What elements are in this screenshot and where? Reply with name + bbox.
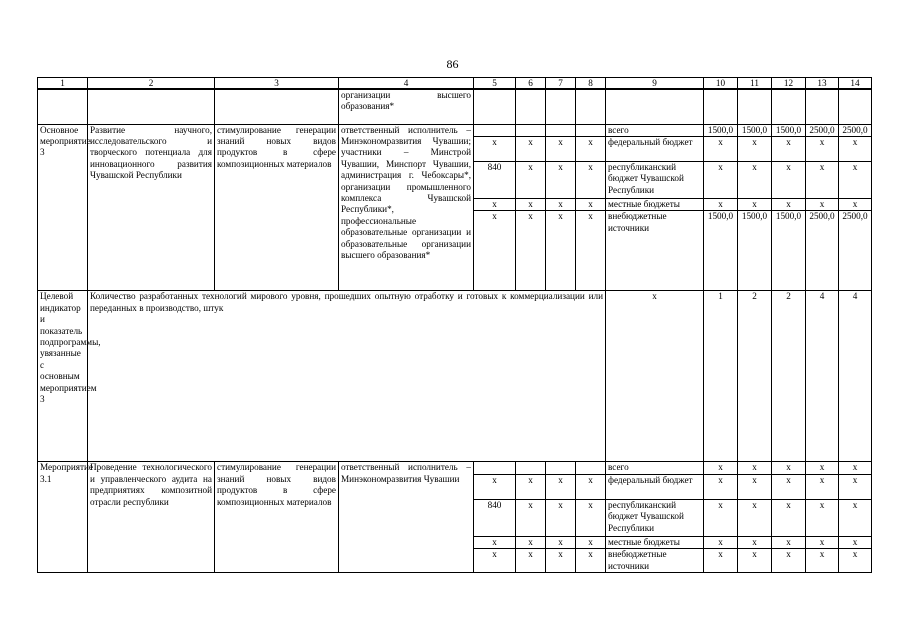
empty-cell bbox=[88, 89, 215, 124]
funding-value: 1500,0 bbox=[738, 211, 772, 291]
code-cell: x bbox=[516, 136, 546, 161]
indicator-value: 1 bbox=[704, 291, 738, 462]
code-cell bbox=[576, 124, 606, 136]
funding-value: x bbox=[806, 462, 839, 474]
funding-value: x bbox=[704, 549, 738, 573]
funding-value: x bbox=[738, 499, 772, 536]
header-cell: 8 bbox=[576, 78, 606, 90]
funding-value: x bbox=[704, 499, 738, 536]
funding-value: x bbox=[704, 462, 738, 474]
table-row bbox=[38, 462, 872, 474]
empty-cell bbox=[546, 89, 576, 124]
funding-value: x bbox=[839, 499, 872, 536]
funding-value: x bbox=[704, 136, 738, 161]
code-cell: x bbox=[576, 211, 606, 291]
code-cell bbox=[576, 462, 606, 474]
funding-value: x bbox=[806, 198, 839, 210]
funding-value: 1500,0 bbox=[738, 124, 772, 136]
funding-source: местные бюджеты bbox=[606, 536, 704, 548]
funding-value: x bbox=[839, 536, 872, 548]
indicator-value: 2 bbox=[772, 291, 806, 462]
code-cell: x bbox=[516, 499, 546, 536]
funding-source: всего bbox=[606, 462, 704, 474]
empty-cell bbox=[738, 89, 772, 124]
measure-title: Мероприятие 3.1 bbox=[38, 462, 88, 573]
code-cell: x bbox=[516, 536, 546, 548]
funding-value: x bbox=[806, 474, 839, 499]
empty-cell bbox=[704, 89, 738, 124]
funding-value: x bbox=[704, 474, 738, 499]
code-cell: x bbox=[576, 136, 606, 161]
funding-value: 1500,0 bbox=[772, 124, 806, 136]
funding-value: x bbox=[704, 198, 738, 210]
code-cell: x bbox=[474, 211, 516, 291]
header-cell: 12 bbox=[772, 78, 806, 90]
empty-cell bbox=[576, 89, 606, 124]
code-cell: x bbox=[474, 536, 516, 548]
code-cell: x bbox=[546, 499, 576, 536]
empty-cell bbox=[806, 89, 839, 124]
header-cell: 13 bbox=[806, 78, 839, 90]
header-cell: 7 bbox=[546, 78, 576, 90]
header-cell: 1 bbox=[38, 78, 88, 90]
funding-value: 1500,0 bbox=[704, 124, 738, 136]
program-table bbox=[37, 77, 872, 573]
header-cell: 9 bbox=[606, 78, 704, 90]
measure-name: Проведение технологического и управленческого аудита на предприятиях композитной отрасли республики bbox=[88, 462, 215, 573]
funding-value: x bbox=[772, 549, 806, 573]
funding-value: x bbox=[738, 462, 772, 474]
header-cell: 2 bbox=[88, 78, 215, 90]
funding-value: x bbox=[806, 536, 839, 548]
header-cell: 11 bbox=[738, 78, 772, 90]
measure-executors: ответственный исполнитель – Минэкономразвития Чувашии; участники – Минстрой Чувашии, Минспорт Чувашии, администрация г. Чебоксары*, организации промышленного комплекса Чувашской Республики*, профессиональные образовательные организации и образовательные организации высшего образования* bbox=[339, 124, 474, 291]
code-cell: x bbox=[576, 536, 606, 548]
funding-value: x bbox=[704, 536, 738, 548]
funding-value: x bbox=[772, 462, 806, 474]
funding-value: x bbox=[806, 549, 839, 573]
code-cell: x bbox=[546, 474, 576, 499]
header-cell: 5 bbox=[474, 78, 516, 90]
code-cell: x bbox=[474, 136, 516, 161]
funding-value: x bbox=[772, 536, 806, 548]
code-cell: x bbox=[576, 161, 606, 198]
funding-value: 1500,0 bbox=[772, 211, 806, 291]
indicator-value: 4 bbox=[839, 291, 872, 462]
header-cell: 4 bbox=[339, 78, 474, 90]
funding-value: x bbox=[772, 136, 806, 161]
funding-source: республиканский бюджет Чувашской Республики bbox=[606, 499, 704, 536]
header-cell: 10 bbox=[704, 78, 738, 90]
funding-value: x bbox=[772, 499, 806, 536]
measure-name: Развитие научного, исследовательского и творческого потенциала для инновационного развития Чувашской Республики bbox=[88, 124, 215, 291]
empty-cell bbox=[772, 89, 806, 124]
funding-value: x bbox=[806, 161, 839, 198]
indicator-c9: x bbox=[606, 291, 704, 462]
funding-value: x bbox=[738, 549, 772, 573]
code-cell bbox=[546, 124, 576, 136]
funding-value: x bbox=[839, 198, 872, 210]
measure-title: Основное мероприятие 3 bbox=[38, 124, 88, 291]
funding-value: x bbox=[806, 499, 839, 536]
code-cell bbox=[474, 462, 516, 474]
code-cell: x bbox=[576, 474, 606, 499]
funding-source: республиканский бюджет Чувашской Республики bbox=[606, 161, 704, 198]
header-cell: 14 bbox=[839, 78, 872, 90]
executors-cell: организации высшего образования* bbox=[339, 89, 474, 124]
indicator-row bbox=[38, 291, 872, 462]
funding-value: x bbox=[738, 136, 772, 161]
funding-source: федеральный бюджет bbox=[606, 474, 704, 499]
header-row bbox=[38, 78, 872, 90]
funding-value: x bbox=[839, 136, 872, 161]
header-cell: 3 bbox=[215, 78, 339, 90]
funding-source: местные бюджеты bbox=[606, 198, 704, 210]
funding-value: x bbox=[738, 474, 772, 499]
code-cell: x bbox=[516, 211, 546, 291]
code-cell: x bbox=[546, 136, 576, 161]
funding-value: x bbox=[772, 474, 806, 499]
funding-value: 2500,0 bbox=[839, 211, 872, 291]
funding-value: 1500,0 bbox=[704, 211, 738, 291]
empty-cell bbox=[606, 89, 704, 124]
code-cell: 840 bbox=[474, 161, 516, 198]
code-cell: x bbox=[576, 499, 606, 536]
empty-cell bbox=[215, 89, 339, 124]
funding-value: x bbox=[704, 161, 738, 198]
code-cell: x bbox=[576, 549, 606, 573]
funding-value: x bbox=[772, 161, 806, 198]
code-cell: x bbox=[576, 198, 606, 210]
table-row bbox=[38, 124, 872, 136]
code-cell bbox=[546, 462, 576, 474]
code-cell: x bbox=[546, 536, 576, 548]
code-cell: x bbox=[516, 549, 546, 573]
code-cell: x bbox=[474, 474, 516, 499]
indicator-title: Целевой индикатор и показатель подпрограммы, увязанные с основным мероприятием 3 bbox=[38, 291, 88, 462]
measure-executors: ответственный исполнитель – Минэкономразвития Чувашии bbox=[339, 462, 474, 573]
code-cell: x bbox=[516, 161, 546, 198]
page-number: 86 bbox=[446, 57, 459, 71]
funding-value: 2500,0 bbox=[806, 124, 839, 136]
funding-value: 2500,0 bbox=[839, 124, 872, 136]
funding-value: x bbox=[738, 198, 772, 210]
code-cell bbox=[516, 124, 546, 136]
funding-value: 2500,0 bbox=[806, 211, 839, 291]
measure-goal: стимулирование генерации знаний новых видов продуктов в сфере композиционных материалов bbox=[215, 462, 339, 573]
indicator-text: Количество разработанных технологий мирового уровня, прошедших опытную отработку и готовых к коммерциализации или переданных в производство, штук bbox=[88, 291, 606, 462]
code-cell: x bbox=[474, 198, 516, 210]
empty-cell bbox=[474, 89, 516, 124]
empty-cell bbox=[516, 89, 546, 124]
funding-value: x bbox=[839, 462, 872, 474]
funding-value: x bbox=[839, 474, 872, 499]
continuation-row bbox=[38, 89, 872, 124]
code-cell: x bbox=[516, 198, 546, 210]
code-cell: x bbox=[546, 161, 576, 198]
funding-source: федеральный бюджет bbox=[606, 136, 704, 161]
code-cell: x bbox=[546, 211, 576, 291]
funding-value: x bbox=[738, 161, 772, 198]
code-cell: x bbox=[474, 549, 516, 573]
empty-cell bbox=[38, 89, 88, 124]
funding-value: x bbox=[839, 549, 872, 573]
funding-value: x bbox=[839, 161, 872, 198]
code-cell: 840 bbox=[474, 499, 516, 536]
code-cell: x bbox=[516, 474, 546, 499]
funding-value: x bbox=[772, 198, 806, 210]
indicator-value: 4 bbox=[806, 291, 839, 462]
header-cell: 6 bbox=[516, 78, 546, 90]
empty-cell bbox=[839, 89, 872, 124]
funding-source: внебюджетные источники bbox=[606, 211, 704, 291]
code-cell: x bbox=[546, 549, 576, 573]
code-cell bbox=[474, 124, 516, 136]
funding-value: x bbox=[738, 536, 772, 548]
funding-source: внебюджетные источники bbox=[606, 549, 704, 573]
funding-value: x bbox=[806, 136, 839, 161]
funding-source: всего bbox=[606, 124, 704, 136]
code-cell bbox=[516, 462, 546, 474]
indicator-value: 2 bbox=[738, 291, 772, 462]
code-cell: x bbox=[546, 198, 576, 210]
measure-goal: стимулирование генерации знаний новых видов продуктов в сфере композиционных материалов bbox=[215, 124, 339, 291]
